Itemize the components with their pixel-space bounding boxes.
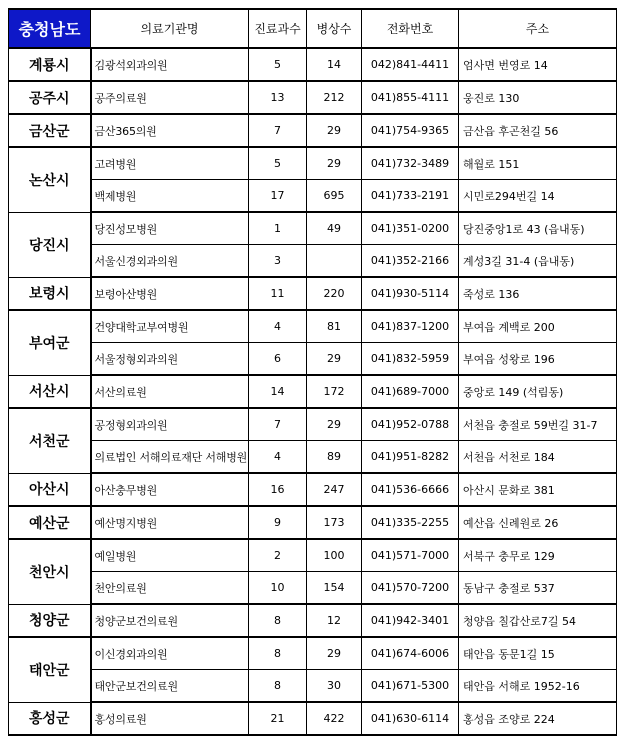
phone-cell: 041)674-6006: [362, 637, 459, 670]
hospital-name-cell: 공주의료원: [91, 81, 249, 114]
hospital-name-cell: 천안의료원: [91, 572, 249, 605]
table-header: [9, 9, 617, 48]
table-row: [9, 441, 617, 474]
phone-cell: 041)352-2166: [362, 245, 459, 278]
hospital-name-cell: 당진성모병원: [91, 212, 249, 245]
phone-cell: 041)837-1200: [362, 310, 459, 343]
dept-count-cell: 5: [249, 48, 307, 81]
bed-count-cell: 29: [307, 408, 362, 441]
address-cell: 태안읍 서해로 1952-16: [459, 670, 617, 703]
region-cell: 금산군: [9, 114, 91, 147]
hospital-name-cell: 건양대학교부여병원: [91, 310, 249, 343]
hospital-name-cell: 청양군보건의료원: [91, 604, 249, 637]
dept-count-cell: 7: [249, 114, 307, 147]
bed-count-cell: 172: [307, 375, 362, 408]
bed-count-cell: 220: [307, 277, 362, 310]
address-cell: 청양읍 칠갑산로7길 54: [459, 604, 617, 637]
dept-count-cell: 7: [249, 408, 307, 441]
region-cell: 청양군: [9, 604, 91, 637]
header-dept: 진료과수: [249, 9, 307, 48]
table-row: [9, 506, 617, 539]
header-address: 주소: [459, 9, 617, 48]
region-cell: 서천군: [9, 408, 91, 473]
bed-count-cell: 29: [307, 343, 362, 376]
header-phone: 전화번호: [362, 9, 459, 48]
table-body: [9, 48, 617, 735]
table-row: [9, 572, 617, 605]
address-cell: 당진중앙1로 43 (읍내동): [459, 212, 617, 245]
header-beds: 병상수: [307, 9, 362, 48]
bed-count-cell: 30: [307, 670, 362, 703]
bed-count-cell: 29: [307, 637, 362, 670]
dept-count-cell: 6: [249, 343, 307, 376]
address-cell: 홍성읍 조양로 224: [459, 702, 617, 735]
address-cell: 동남구 충절로 537: [459, 572, 617, 605]
hospital-name-cell: 의료법인 서해의료재단 서해병원: [91, 441, 249, 474]
address-cell: 시민로294번길 14: [459, 180, 617, 213]
address-cell: 웅진로 130: [459, 81, 617, 114]
dept-count-cell: 8: [249, 670, 307, 703]
dept-count-cell: 14: [249, 375, 307, 408]
hospital-name-cell: 예일병원: [91, 539, 249, 572]
table-row: [9, 310, 617, 343]
table-row: [9, 408, 617, 441]
address-cell: 금산읍 후곤천길 56: [459, 114, 617, 147]
header-region: 충청남도: [9, 9, 91, 48]
address-cell: 아산시 문화로 381: [459, 473, 617, 506]
dept-count-cell: 5: [249, 147, 307, 180]
bed-count-cell: 100: [307, 539, 362, 572]
dept-count-cell: 16: [249, 473, 307, 506]
phone-cell: 041)732-3489: [362, 147, 459, 180]
table-row: [9, 277, 617, 310]
phone-cell: 041)942-3401: [362, 604, 459, 637]
phone-cell: 041)930-5114: [362, 277, 459, 310]
dept-count-cell: 2: [249, 539, 307, 572]
bed-count-cell: [307, 245, 362, 278]
dept-count-cell: 21: [249, 702, 307, 735]
region-cell: 공주시: [9, 81, 91, 114]
table-row: [9, 473, 617, 506]
dept-count-cell: 11: [249, 277, 307, 310]
table-row: [9, 343, 617, 376]
table-row: [9, 245, 617, 278]
bed-count-cell: 89: [307, 441, 362, 474]
bed-count-cell: 14: [307, 48, 362, 81]
hospital-name-cell: 서산의료원: [91, 375, 249, 408]
hospital-name-cell: 태안군보건의료원: [91, 670, 249, 703]
bed-count-cell: 173: [307, 506, 362, 539]
phone-cell: 041)754-9365: [362, 114, 459, 147]
hospital-name-cell: 공정형외과의원: [91, 408, 249, 441]
dept-count-cell: 9: [249, 506, 307, 539]
bed-count-cell: 12: [307, 604, 362, 637]
region-cell: 부여군: [9, 310, 91, 375]
address-cell: 서천읍 충절로 59번길 31-7: [459, 408, 617, 441]
hospital-name-cell: 보령아산병원: [91, 277, 249, 310]
address-cell: 서천읍 서천로 184: [459, 441, 617, 474]
address-cell: 중앙로 149 (석림동): [459, 375, 617, 408]
dept-count-cell: 8: [249, 604, 307, 637]
table-row: [9, 702, 617, 735]
bed-count-cell: 154: [307, 572, 362, 605]
phone-cell: 041)733-2191: [362, 180, 459, 213]
phone-cell: 041)832-5959: [362, 343, 459, 376]
address-cell: 태안읍 동문1길 15: [459, 637, 617, 670]
hospital-name-cell: 금산365의원: [91, 114, 249, 147]
dept-count-cell: 3: [249, 245, 307, 278]
bed-count-cell: 81: [307, 310, 362, 343]
table-row: [9, 637, 617, 670]
bed-count-cell: 49: [307, 212, 362, 245]
hospital-name-cell: 예산명지병원: [91, 506, 249, 539]
bed-count-cell: 247: [307, 473, 362, 506]
table-row: [9, 147, 617, 180]
dept-count-cell: 4: [249, 310, 307, 343]
bed-count-cell: 422: [307, 702, 362, 735]
region-cell: 태안군: [9, 637, 91, 702]
phone-cell: 041)536-6666: [362, 473, 459, 506]
bed-count-cell: 212: [307, 81, 362, 114]
dept-count-cell: 17: [249, 180, 307, 213]
hospital-name-cell: 홍성의료원: [91, 702, 249, 735]
address-cell: 부여읍 계백로 200: [459, 310, 617, 343]
address-cell: 계성3길 31-4 (읍내동): [459, 245, 617, 278]
phone-cell: 041)671-5300: [362, 670, 459, 703]
region-cell: 계룡시: [9, 48, 91, 81]
address-cell: 부여읍 성왕로 196: [459, 343, 617, 376]
bed-count-cell: 29: [307, 114, 362, 147]
region-cell: 당진시: [9, 212, 91, 277]
table-row: [9, 48, 617, 81]
hospital-name-cell: 아산충무병원: [91, 473, 249, 506]
address-cell: 서북구 충무로 129: [459, 539, 617, 572]
bed-count-cell: 695: [307, 180, 362, 213]
phone-cell: 041)689-7000: [362, 375, 459, 408]
phone-cell: 041)570-7200: [362, 572, 459, 605]
phone-cell: 041)351-0200: [362, 212, 459, 245]
phone-cell: 041)952-0788: [362, 408, 459, 441]
hospital-table: [8, 8, 617, 736]
address-cell: 엄사면 번영로 14: [459, 48, 617, 81]
address-cell: 예산읍 신례원로 26: [459, 506, 617, 539]
phone-cell: 041)335-2255: [362, 506, 459, 539]
header-name: 의료기관명: [91, 9, 249, 48]
region-cell: 천안시: [9, 539, 91, 604]
dept-count-cell: 4: [249, 441, 307, 474]
phone-cell: 041)571-7000: [362, 539, 459, 572]
phone-cell: 041)855-4111: [362, 81, 459, 114]
region-cell: 예산군: [9, 506, 91, 539]
hospital-name-cell: 고려병원: [91, 147, 249, 180]
table-row: [9, 81, 617, 114]
table-row: [9, 375, 617, 408]
hospital-name-cell: 서울신경외과의원: [91, 245, 249, 278]
dept-count-cell: 1: [249, 212, 307, 245]
hospital-name-cell: 백제병원: [91, 180, 249, 213]
address-cell: 해월로 151: [459, 147, 617, 180]
table-row: [9, 539, 617, 572]
phone-cell: 041)951-8282: [362, 441, 459, 474]
dept-count-cell: 13: [249, 81, 307, 114]
region-cell: 서산시: [9, 375, 91, 408]
phone-cell: 042)841-4411: [362, 48, 459, 81]
region-cell: 아산시: [9, 473, 91, 506]
table-row: [9, 212, 617, 245]
hospital-name-cell: 이신경외과의원: [91, 637, 249, 670]
region-cell: 보령시: [9, 277, 91, 310]
dept-count-cell: 8: [249, 637, 307, 670]
region-cell: 논산시: [9, 147, 91, 212]
region-cell: 홍성군: [9, 702, 91, 735]
hospital-name-cell: 서울정형외과의원: [91, 343, 249, 376]
table-row: [9, 670, 617, 703]
address-cell: 죽성로 136: [459, 277, 617, 310]
hospital-name-cell: 김광석외과의원: [91, 48, 249, 81]
bed-count-cell: 29: [307, 147, 362, 180]
table-row: [9, 180, 617, 213]
dept-count-cell: 10: [249, 572, 307, 605]
table-row: [9, 114, 617, 147]
table-row: [9, 604, 617, 637]
phone-cell: 041)630-6114: [362, 702, 459, 735]
